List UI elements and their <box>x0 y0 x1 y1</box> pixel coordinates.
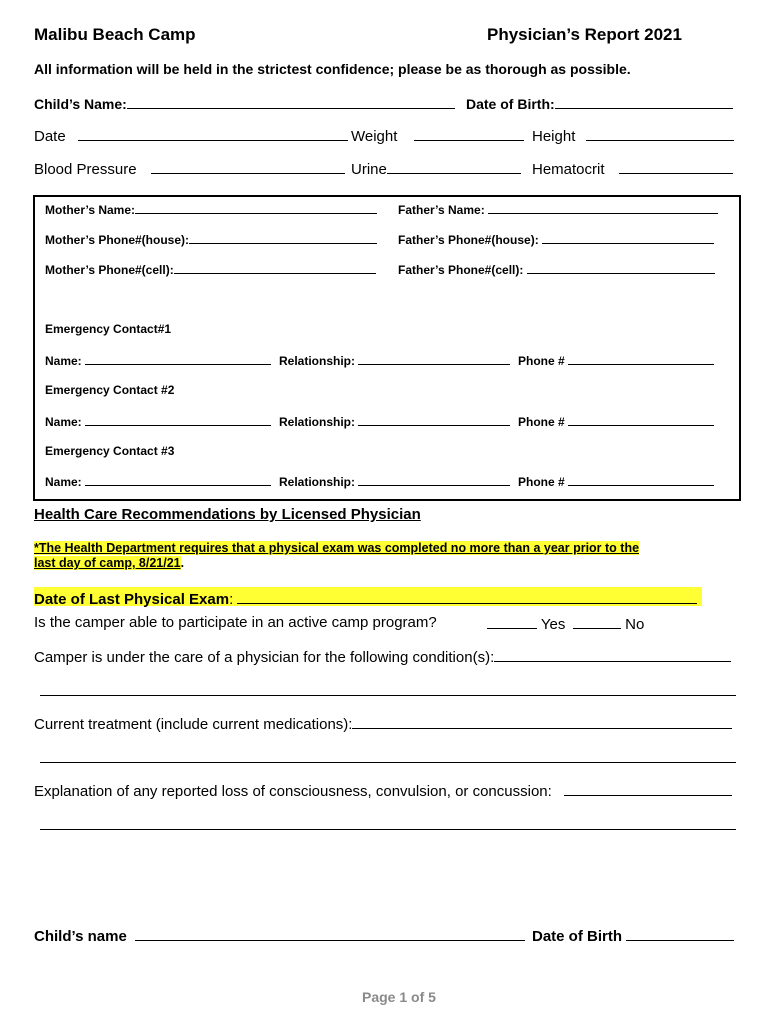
active-no-label: No <box>625 616 645 633</box>
ec1-relationship-field[interactable] <box>279 353 510 368</box>
mother-phone-cell-label: Mother’s Phone#(cell): <box>45 263 174 277</box>
mother-name-field[interactable] <box>45 202 377 217</box>
dob-line <box>555 94 733 109</box>
ec1-name-field[interactable] <box>45 353 271 368</box>
mother-phone-house-line <box>189 232 377 244</box>
ec3-relationship-line <box>358 474 510 486</box>
conditions-label: Camper is under the care of a physician for the following condition(s): <box>34 649 495 666</box>
conditions-line <box>494 647 731 662</box>
father-name-field[interactable] <box>398 202 718 217</box>
emergency-contact-3-heading: Emergency Contact #3 <box>45 444 175 458</box>
father-phone-house-label: Father’s Phone#(house): <box>398 233 539 247</box>
emergency-contact-1-heading: Emergency Contact#1 <box>45 322 172 336</box>
active-no-option[interactable] <box>573 614 644 633</box>
mother-phone-house-label: Mother’s Phone#(house): <box>45 233 190 247</box>
dob-field[interactable] <box>466 94 733 112</box>
treatment-label: Current treatment (include current medications): <box>34 716 353 733</box>
consciousness-field[interactable] <box>34 781 732 800</box>
weight-field[interactable] <box>351 126 524 145</box>
ec2-relationship-line <box>358 414 510 426</box>
ec3-name-label: Name: <box>45 475 82 489</box>
ec1-name-line <box>85 353 271 365</box>
emergency-contact-2-heading: Emergency Contact #2 <box>45 383 175 397</box>
health-section-title: Health Care Recommendations by Licensed Physician <box>34 506 421 523</box>
dob-label: Date of Birth: <box>466 96 555 112</box>
ec3-phone-line <box>568 474 714 486</box>
ec2-phone-line <box>568 414 714 426</box>
father-phone-cell-line <box>527 262 715 274</box>
bp-line <box>151 159 345 174</box>
treatment-field[interactable] <box>34 714 732 733</box>
hematocrit-line <box>619 159 733 174</box>
health-notice-text-2: last day of camp, 8/21/21 <box>34 556 181 570</box>
ec1-phone-line <box>568 353 714 365</box>
urine-field[interactable] <box>351 159 521 178</box>
weight-line <box>414 126 524 141</box>
father-phone-house-field[interactable] <box>398 232 714 247</box>
active-yes-label: Yes <box>540 616 566 633</box>
father-phone-house-line <box>542 232 714 244</box>
urine-line <box>387 159 521 174</box>
hematocrit-field[interactable] <box>532 159 733 178</box>
camp-name: Malibu Beach Camp <box>34 25 196 44</box>
bp-label: Blood Pressure <box>34 161 137 178</box>
bp-field[interactable] <box>34 159 345 178</box>
health-notice-period: . <box>180 556 185 570</box>
father-name-line <box>488 202 718 214</box>
health-notice-line-2 <box>34 556 184 570</box>
child-name-field[interactable] <box>34 94 455 112</box>
active-program-question: Is the camper able to participate in an active camp program? <box>34 614 437 631</box>
urine-label: Urine <box>351 161 387 178</box>
ec1-relationship-label: Relationship: <box>279 354 356 368</box>
height-label: Height <box>532 128 576 145</box>
active-no-line <box>573 614 621 629</box>
footer-child-name-label: Child’s name <box>34 928 127 945</box>
ec3-name-field[interactable] <box>45 474 271 489</box>
mother-name-label: Mother’s Name: <box>45 203 136 217</box>
ec3-relationship-field[interactable] <box>279 474 510 489</box>
ec3-phone-field[interactable] <box>518 474 714 489</box>
ec2-name-label: Name: <box>45 415 82 429</box>
footer-dob-label: Date of Birth <box>532 928 622 945</box>
hematocrit-label: Hematocrit <box>532 161 605 178</box>
child-name-label: Child’s Name: <box>34 96 127 112</box>
mother-name-line <box>135 202 377 214</box>
father-phone-cell-label: Father’s Phone#(cell): <box>398 263 524 277</box>
ec2-name-field[interactable] <box>45 414 271 429</box>
footer-dob-field[interactable] <box>532 926 734 945</box>
date-field[interactable] <box>34 126 348 145</box>
consciousness-label: Explanation of any reported loss of consciousness, convulsion, or concussion: <box>34 783 552 800</box>
conditions-field[interactable] <box>34 647 731 666</box>
height-field[interactable] <box>532 126 734 145</box>
mother-phone-cell-line <box>174 262 376 274</box>
treatment-extra-line[interactable] <box>40 762 736 763</box>
height-line <box>586 126 734 141</box>
active-yes-line <box>487 614 537 629</box>
date-label: Date <box>34 128 66 145</box>
mother-phone-cell-field[interactable] <box>45 262 376 277</box>
page-indicator: Page 1 of 5 <box>362 989 436 1005</box>
health-notice-line-1: *The Health Department requires that a physical exam was completed no more than a year prior to the <box>34 541 640 555</box>
treatment-line <box>352 714 732 729</box>
footer-child-name-line <box>135 926 525 941</box>
conditions-extra-line[interactable] <box>40 695 736 696</box>
confidentiality-note: All information will be held in the strictest confidence; please be as thorough as possible. <box>34 61 631 77</box>
last-exam-line <box>237 589 697 604</box>
ec2-phone-field[interactable] <box>518 414 714 429</box>
last-exam-field[interactable] <box>34 589 697 608</box>
ec1-name-label: Name: <box>45 354 82 368</box>
ec1-relationship-line <box>358 353 510 365</box>
active-yes-option[interactable] <box>487 614 565 633</box>
consciousness-extra-line[interactable] <box>40 829 736 830</box>
weight-label: Weight <box>351 128 398 145</box>
mother-phone-house-field[interactable] <box>45 232 377 247</box>
ec2-name-line <box>85 414 271 426</box>
ec2-relationship-label: Relationship: <box>279 415 356 429</box>
footer-dob-line <box>626 926 734 941</box>
ec3-name-line <box>85 474 271 486</box>
consciousness-line <box>564 781 732 796</box>
ec1-phone-field[interactable] <box>518 353 714 368</box>
ec3-phone-label: Phone # <box>518 475 565 489</box>
date-line <box>78 126 348 141</box>
child-name-line <box>127 94 455 109</box>
report-title: Physician’s Report 2021 <box>487 25 682 44</box>
last-exam-colon: : <box>229 591 234 608</box>
ec2-relationship-field[interactable] <box>279 414 510 429</box>
ec2-phone-label: Phone # <box>518 415 565 429</box>
last-exam-label: Date of Last Physical Exam <box>34 591 230 608</box>
father-name-label: Father’s Name: <box>398 203 485 217</box>
father-phone-cell-field[interactable] <box>398 262 715 277</box>
footer-child-name-field[interactable] <box>34 926 525 945</box>
ec1-phone-label: Phone # <box>518 354 565 368</box>
ec3-relationship-label: Relationship: <box>279 475 356 489</box>
